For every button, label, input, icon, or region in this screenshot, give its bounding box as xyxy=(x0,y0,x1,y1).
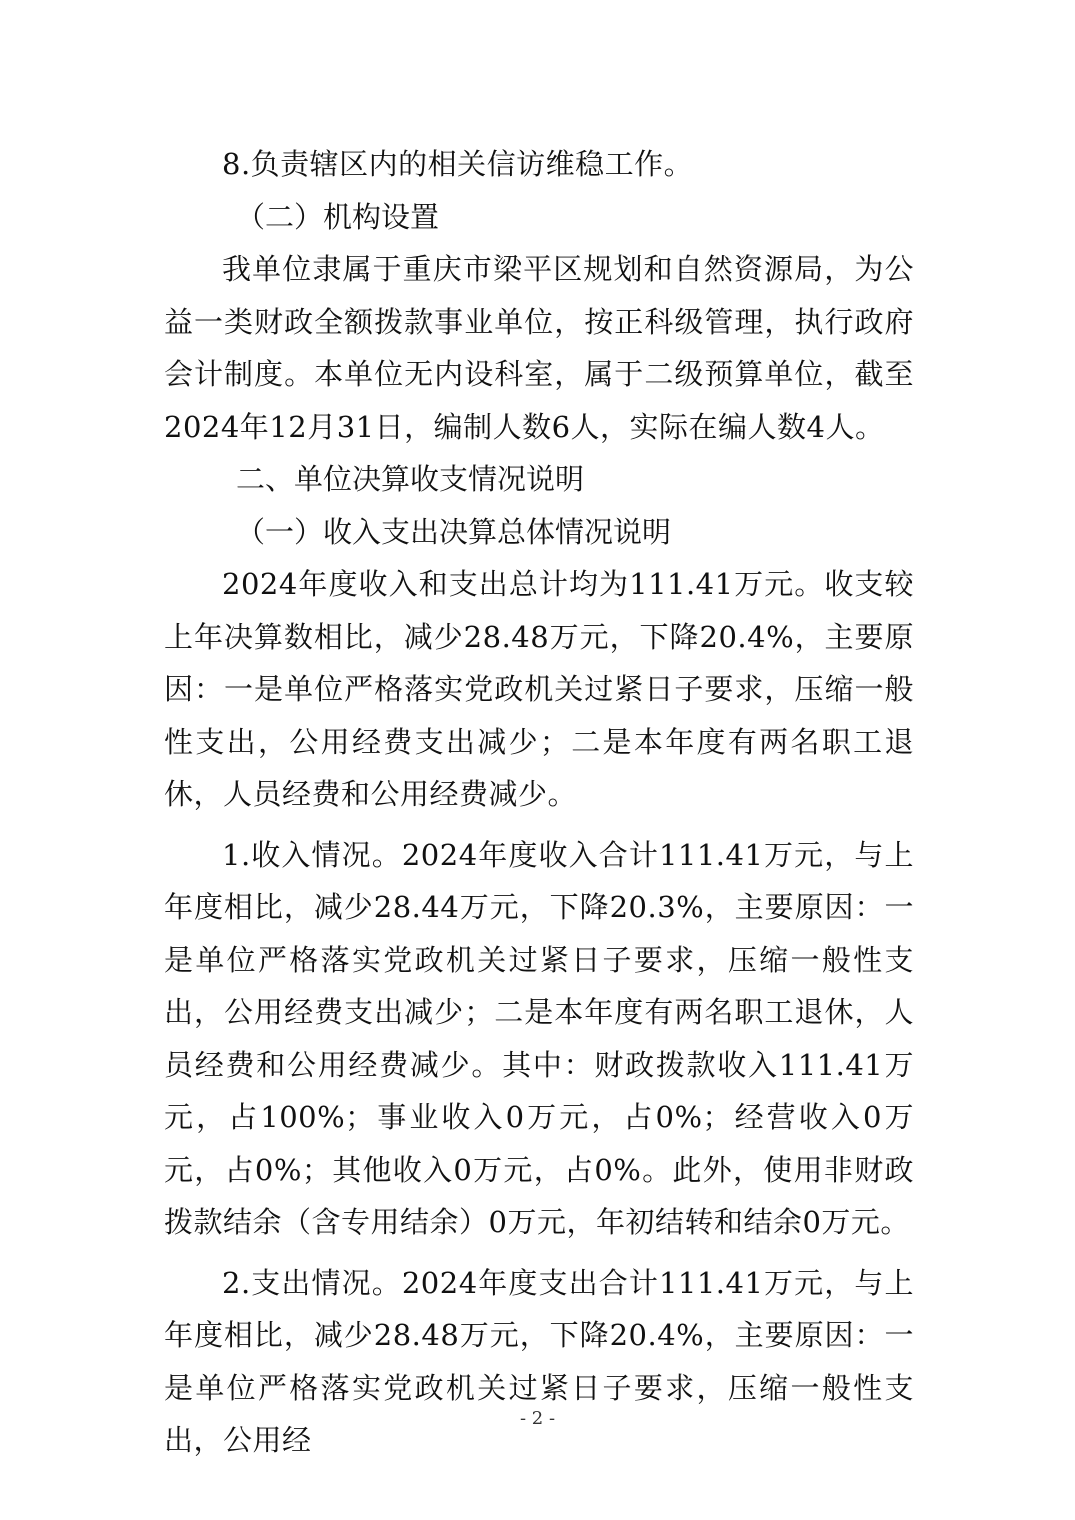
income-paragraph: 1.收入情况。2024年度收入合计111.41万元，与上年度相比，减少28.44万元，下降20.3%，主要原因：一是单位严格落实党政机关过紧日子要求，压缩一般性支出，公用经费支出减少；二是本年度有两名职工退休，人员经费和公用经费减少。其中：财政拨款收入111.41万元，占100%；事业收入0万元，占0%；经营收入0万元，占0%；其他收入0万元，占0%。此外，使用非财政拨款结余（含专用结余）0万元，年初结转和结余0万元。 xyxy=(164,837,914,1239)
page-number: - 2 - xyxy=(519,1408,556,1429)
document-body xyxy=(164,138,914,1467)
overview-paragraph: 2024年度收入和支出总计均为111.41万元。收支较上年决算数相比，减少28.48万元，下降20.4%，主要原因：一是单位严格落实党政机关过紧日子要求，压缩一般性支出，公用经费支出减少；二是本年度有两名职工退休，人员经费和公用经费减少。 xyxy=(164,567,914,811)
list-item-8: 8.负责辖区内的相关信访维稳工作。 xyxy=(222,147,694,181)
subsection-heading-overview: （一）收入支出决算总体情况说明 xyxy=(236,514,672,549)
expense-paragraph: 2.支出情况。2024年度支出合计111.41万元，与上年度相比，减少28.48万元，下降20.4%，主要原因：一是单位严格落实党政机关过紧日子要求，压缩一般性支出，公用经 xyxy=(164,1265,914,1457)
section-heading-budget: 二、单位决算收支情况说明 xyxy=(236,462,585,496)
organization-paragraph: 我单位隶属于重庆市梁平区规划和自然资源局，为公益一类财政全额拨款事业单位，按正科级管理，执行政府会计制度。本单位无内设科室，属于二级预算单位，截至2024年12月31日，编制人数6人，实际在编人数4人。 xyxy=(164,252,914,444)
section-heading-organization: （二）机构设置 xyxy=(236,199,440,234)
